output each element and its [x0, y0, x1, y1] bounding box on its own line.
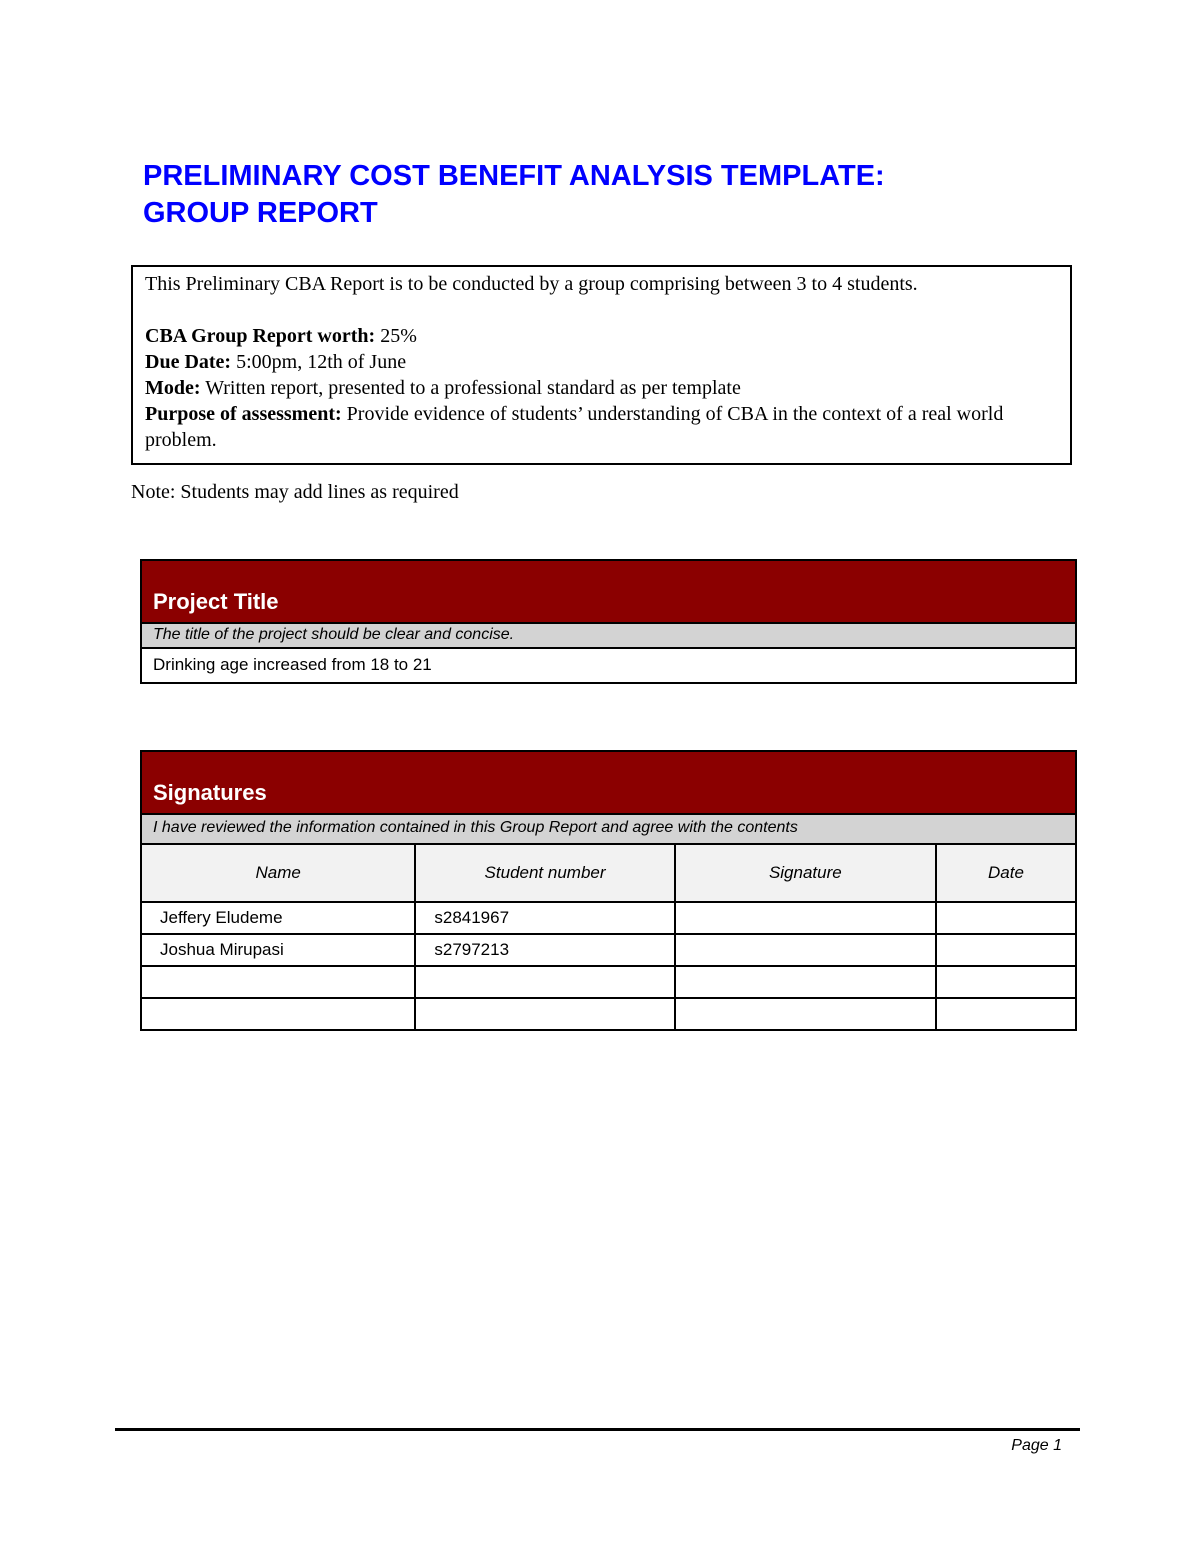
- info-label-worth: CBA Group Report worth:: [145, 325, 376, 347]
- cell-student-number: [415, 966, 674, 998]
- cell-student-number: s2797213: [415, 934, 674, 966]
- cell-signature: [675, 934, 936, 966]
- assessment-info-box: [131, 265, 1072, 465]
- signatures-section: [140, 750, 1077, 1031]
- document-title-line2: GROUP REPORT: [143, 197, 378, 229]
- page-number: Page 1: [1011, 1437, 1062, 1454]
- info-value-mode: Written report, presented to a professional standard as per template: [205, 377, 741, 399]
- table-row: [142, 934, 1075, 966]
- info-intro: This Preliminary CBA Report is to be conducted by a group comprising between 3 to 4 students.: [145, 273, 918, 295]
- cell-name: [142, 966, 415, 998]
- cell-signature: [675, 998, 936, 1029]
- cell-signature: [675, 902, 936, 934]
- table-row: [142, 966, 1075, 998]
- cell-name: [142, 998, 415, 1029]
- document-title: [143, 158, 1103, 232]
- table-row: [142, 902, 1075, 934]
- note-text: Note: Students may add lines as required: [131, 481, 459, 503]
- table-row: [142, 998, 1075, 1029]
- info-line-purpose: [145, 401, 1056, 453]
- info-label-mode: Mode:: [145, 377, 201, 399]
- info-label-purpose: Purpose of assessment:: [145, 403, 342, 425]
- column-header-student-number: Student number: [415, 845, 674, 902]
- column-header-name: Name: [142, 845, 415, 902]
- cell-signature: [675, 966, 936, 998]
- info-value-due-date: 5:00pm, 12th of June: [236, 351, 407, 373]
- project-title-instruction: The title of the project should be clear and concise.: [142, 624, 1075, 649]
- project-title-value: Drinking age increased from 18 to 21: [142, 649, 1075, 682]
- column-header-signature: Signature: [675, 845, 936, 902]
- project-title-section: [140, 559, 1077, 684]
- document-title-line1: PRELIMINARY COST BENEFIT ANALYSIS TEMPLATE:: [143, 160, 885, 192]
- signatures-header: Signatures: [142, 752, 1075, 815]
- cell-student-number: [415, 998, 674, 1029]
- cell-date: [936, 998, 1075, 1029]
- column-header-date: Date: [936, 845, 1075, 902]
- signatures-instruction: I have reviewed the information contained in this Group Report and agree with the contents: [142, 815, 1075, 845]
- signatures-table: [142, 845, 1075, 1029]
- cell-date: [936, 934, 1075, 966]
- info-value-worth: 25%: [380, 325, 417, 347]
- info-line-worth: [145, 323, 1056, 349]
- info-line-due-date: [145, 349, 1056, 375]
- cell-name: Jeffery Eludeme: [142, 902, 415, 934]
- cell-date: [936, 902, 1075, 934]
- cell-student-number: s2841967: [415, 902, 674, 934]
- info-line-mode: [145, 375, 1056, 401]
- cell-name: Joshua Mirupasi: [142, 934, 415, 966]
- info-value-purpose: Provide evidence of students’ understanding of CBA in the context of a real world problem.: [145, 403, 1004, 451]
- footer-divider: [115, 1428, 1080, 1431]
- project-title-header: Project Title: [142, 561, 1075, 624]
- info-label-due-date: Due Date:: [145, 351, 232, 373]
- signatures-table-header-row: [142, 845, 1075, 902]
- cell-date: [936, 966, 1075, 998]
